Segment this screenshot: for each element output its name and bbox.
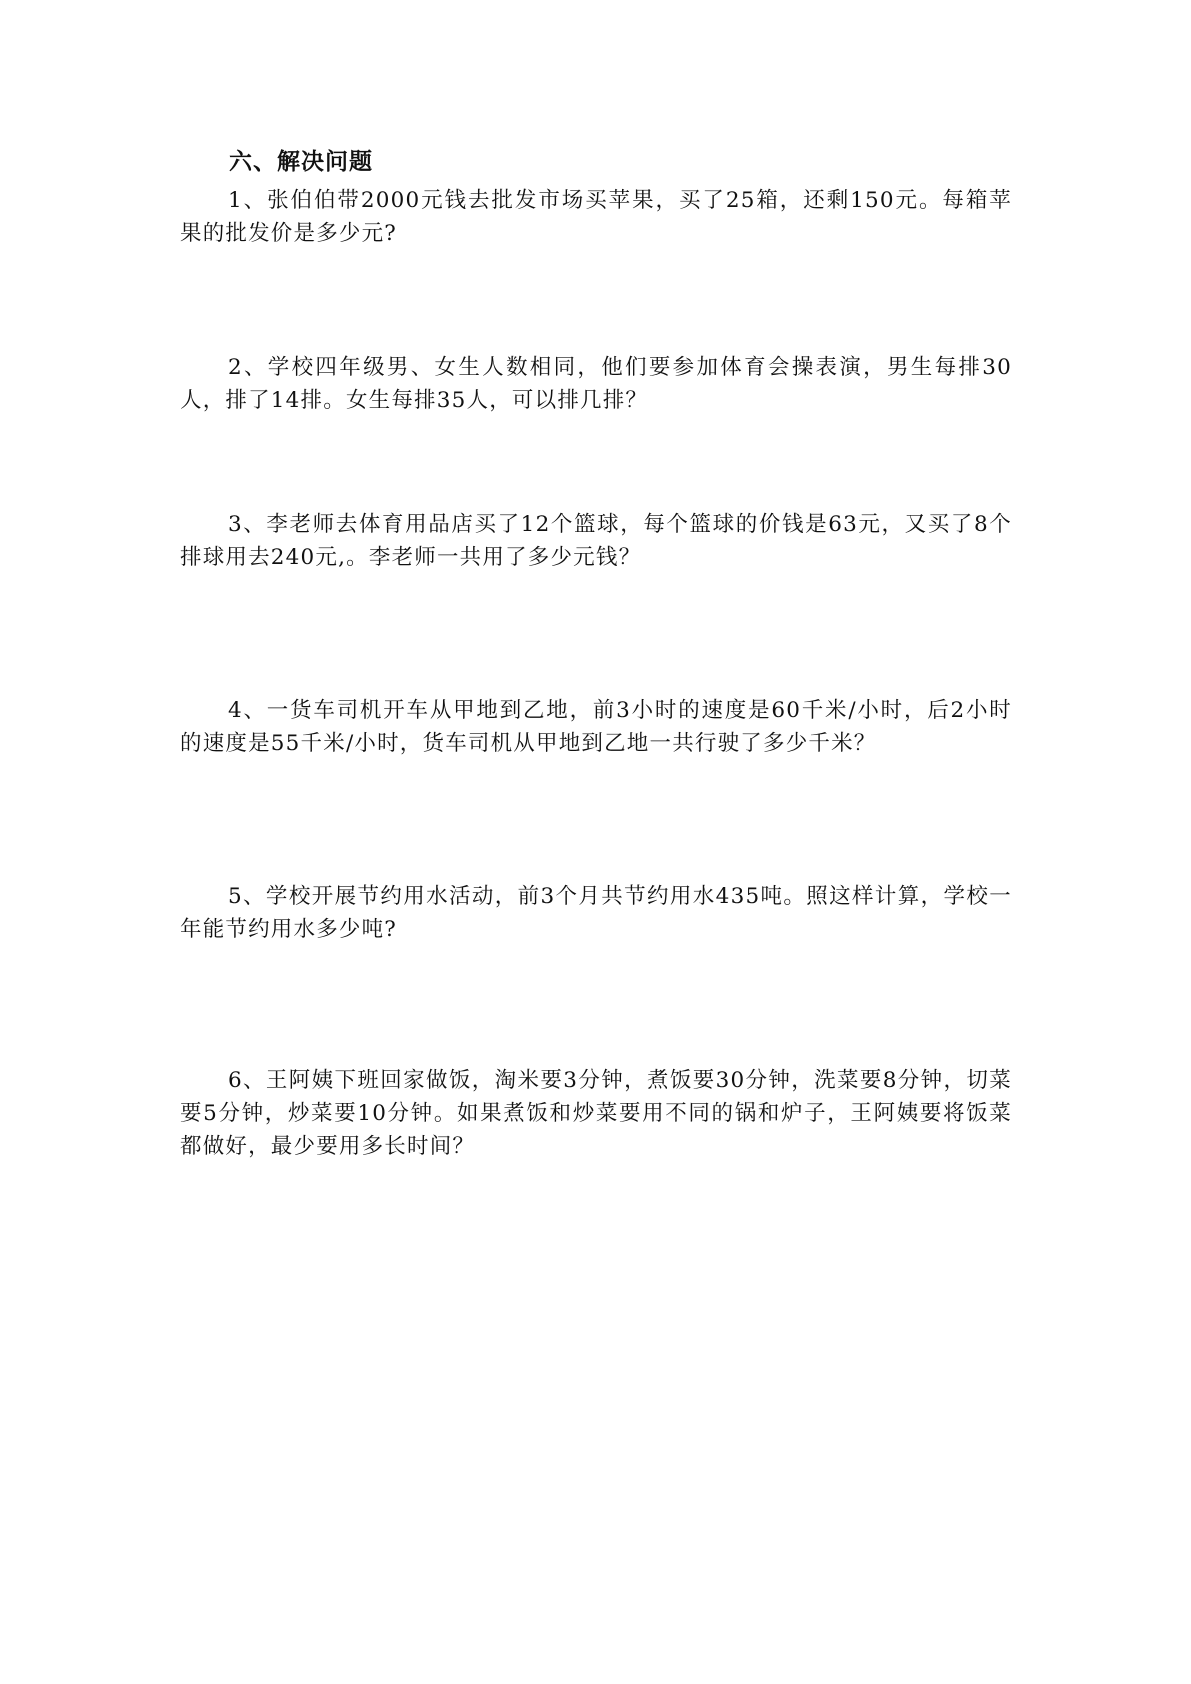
problem-4: 4、一货车司机开车从甲地到乙地，前3小时的速度是60千米/小时，后2小时的速度是55千米/小时，货车司机从甲地到乙地一共行驶了多少千米？ (180, 698, 1012, 756)
problem-5: 5、学校开展节约用水活动，前3个月共节约用水435吨。照这样计算，学校一年能节约用水多少吨? (180, 884, 1012, 942)
section-title: 六、解决问题 (229, 149, 373, 175)
problem-1: 1、张伯伯带2000元钱去批发市场买苹果，买了25箱，还剩150元。每箱苹果的批发价是多少元? (180, 188, 1012, 246)
problem-3: 3、李老师去体育用品店买了12个篮球，每个篮球的价钱是63元，又买了8个排球用去240元,。李老师一共用了多少元钱？ (180, 512, 1012, 570)
problem-2: 2、学校四年级男、女生人数相同，他们要参加体育会操表演，男生每排30人，排了14排。女生每排35人，可以排几排？ (180, 355, 1012, 413)
problem-6: 6、王阿姨下班回家做饭，淘米要3分钟，煮饭要30分钟，洗菜要8分钟，切菜要5分钟，炒菜要10分钟。如果煮饭和炒菜要用不同的锅和炉子，王阿姨要将饭菜都做好，最少要用多长时间？ (180, 1068, 1012, 1159)
